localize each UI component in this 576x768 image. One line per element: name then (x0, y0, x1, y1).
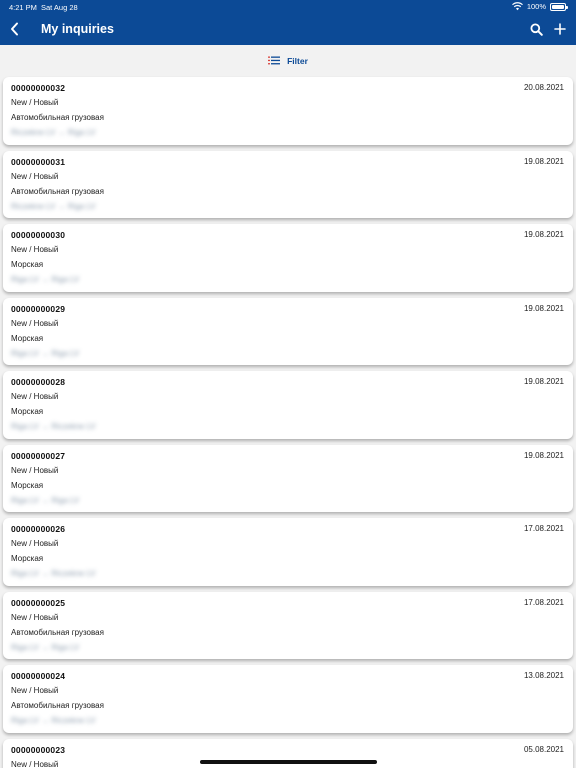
inquiry-transport-type: Морская (11, 260, 44, 269)
inquiry-date: 19.08.2021 (523, 377, 564, 386)
status-bar (0, 0, 576, 14)
inquiry-transport-type: Автомобильная грузовая (11, 113, 104, 122)
page-title: My inquiries (41, 22, 114, 36)
inquiry-number: 00000000026 (11, 524, 66, 534)
inquiry-status: New / Новый (11, 98, 59, 107)
header (0, 0, 576, 45)
plus-icon (554, 23, 566, 35)
inquiry-transport-type: Морская (11, 333, 44, 343)
inquiry-number: 00000000029 (11, 303, 66, 314)
status-right (512, 2, 566, 11)
inquiry-route: Riga LV → Riga LV (11, 348, 80, 358)
inquiry-number: 00000000031 (11, 156, 66, 167)
inquiry-date: 13.08.2021 (523, 671, 564, 680)
inquiry-number: 00000000024 (11, 671, 66, 681)
inquiry-route: Riczekne LV → Riga LV (11, 128, 96, 137)
inquiry-card[interactable] (3, 298, 573, 366)
add-button[interactable] (550, 19, 570, 39)
chevron-left-icon (9, 22, 21, 36)
inquiry-transport-type: Морская (11, 480, 44, 490)
inquiry-number: 00000000027 (11, 450, 66, 461)
inquiry-card[interactable] (3, 518, 573, 586)
inquiry-date: 19.08.2021 (523, 303, 564, 313)
navbar (0, 14, 576, 45)
filter-label: Filter (287, 55, 308, 66)
inquiry-card[interactable] (3, 592, 573, 660)
inquiry-status: New / Новый (11, 539, 59, 548)
inquiry-route: Riczekne LV → Riga LV (11, 201, 96, 211)
inquiry-list (0, 77, 576, 768)
status-time: 4:21 PM (9, 3, 37, 12)
inquiry-card[interactable] (3, 151, 573, 219)
inquiry-status: New / Новый (11, 171, 59, 181)
filter-button[interactable] (268, 56, 308, 66)
inquiry-transport-type: Автомобильная грузовая (11, 701, 104, 710)
inquiry-status: New / Новый (11, 392, 59, 401)
inquiry-route: Riga LV → Riczekne LV (11, 422, 96, 431)
status-date: Sat Aug 28 (41, 3, 78, 12)
inquiry-card[interactable] (3, 445, 573, 513)
inquiry-route: Riga LV → Riczekne LV (11, 716, 96, 725)
inquiry-status: New / Новый (11, 245, 59, 254)
inquiry-date: 19.08.2021 (523, 230, 564, 239)
inquiry-card[interactable] (3, 77, 573, 145)
inquiry-number: 00000000032 (11, 83, 66, 93)
filter-bar (0, 45, 576, 76)
inquiry-status: New / Новый (11, 465, 59, 475)
back-button[interactable] (4, 18, 26, 40)
inquiry-date: 05.08.2021 (523, 744, 564, 754)
inquiry-date: 17.08.2021 (523, 524, 564, 533)
inquiry-transport-type: Автомобильная грузовая (11, 627, 104, 637)
inquiry-transport-type: Автомобильная грузовая (11, 186, 104, 196)
inquiry-number: 00000000023 (11, 744, 66, 755)
inquiry-route: Riga LV → Riczekne LV (11, 569, 96, 578)
search-icon (530, 23, 543, 36)
inquiry-date: 19.08.2021 (523, 156, 564, 166)
inquiry-number: 00000000028 (11, 377, 66, 387)
inquiry-date: 20.08.2021 (523, 83, 564, 92)
wifi-icon (512, 2, 523, 11)
inquiry-card[interactable] (3, 665, 573, 733)
inquiry-status: New / Новый (11, 612, 59, 622)
battery-percent: 100% (526, 2, 546, 11)
list-filter-icon (268, 56, 280, 65)
inquiry-route: Riga LV → Riga LV (11, 275, 80, 284)
inquiry-card[interactable] (3, 224, 573, 292)
inquiry-route: Riga LV → Riga LV (11, 642, 80, 652)
inquiry-route: Riga LV → Riga LV (11, 495, 80, 505)
inquiry-transport-type: Морская (11, 407, 44, 416)
inquiry-date: 17.08.2021 (523, 597, 564, 607)
inquiry-number: 00000000025 (11, 597, 66, 608)
inquiry-status: New / Новый (11, 759, 59, 768)
inquiry-number: 00000000030 (11, 230, 66, 240)
inquiry-card[interactable] (3, 371, 573, 439)
inquiry-transport-type: Морская (11, 554, 44, 563)
battery-icon (550, 3, 566, 11)
inquiry-status: New / Новый (11, 318, 59, 328)
inquiry-status: New / Новый (11, 686, 59, 695)
search-button[interactable] (526, 19, 546, 39)
home-indicator (200, 760, 377, 764)
inquiry-date: 19.08.2021 (523, 450, 564, 460)
